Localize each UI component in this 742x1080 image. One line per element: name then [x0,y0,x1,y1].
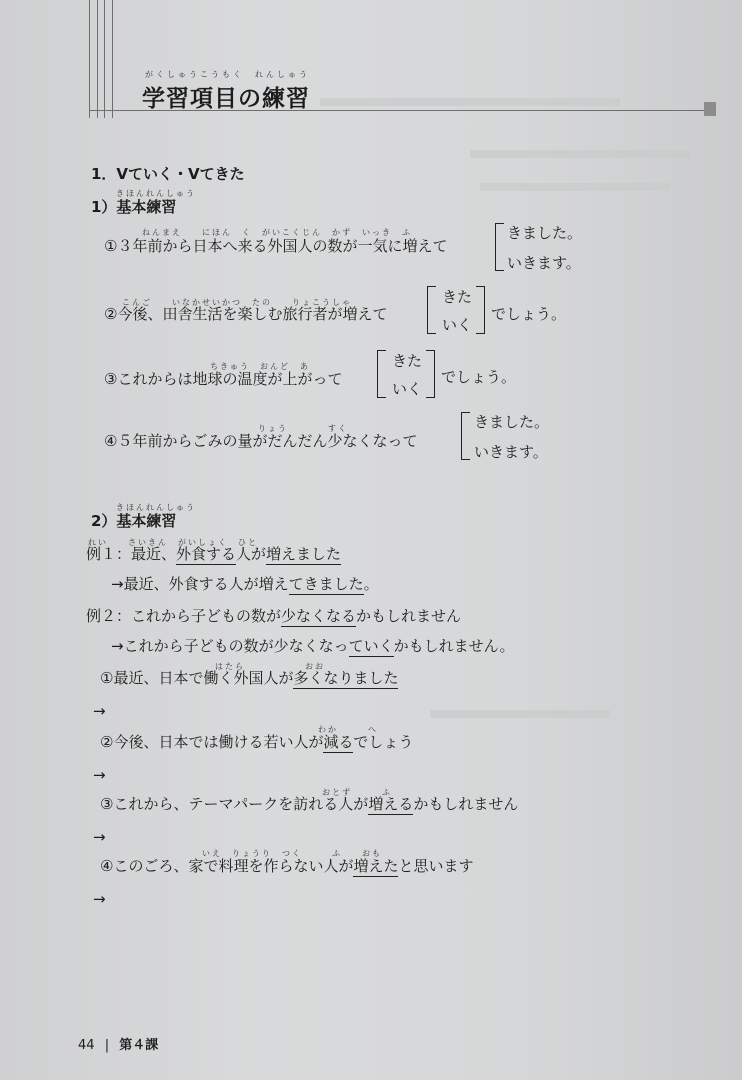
sub1-ruby: きほんれんしゅう [116,189,196,198]
option: きた [392,352,423,370]
answer-arrow: → [93,890,106,908]
header-rule [112,0,113,118]
lesson-label: 第４課 [119,1038,159,1053]
bracket [476,286,485,334]
example-1: 例１：最近、外食する人が増えました [86,545,342,563]
sub-heading-1: 1）基本練習 [91,198,177,216]
exercise-item: ②今後、田舎生活を楽しむ旅行者が増えて [104,305,388,323]
question-1: ①最近、日本で働く外国人が多くなりました [100,669,399,687]
page-title: 学習項目の練習 [142,86,310,112]
after-text: でしょう。 [441,368,517,386]
question-2: ②今後、日本では働ける若い人が減るでしょう [100,733,414,751]
sub2-ruby: きほんれんしゅう [116,503,196,512]
title-ruby: がくしゅうこうもく れんしゅう [145,70,310,79]
example-2-answer: →これから子どもの数が少なくなっていくかもしれません。 [111,637,515,655]
option: いく [392,380,423,398]
answer-arrow: → [93,766,106,784]
question-3: ③これから、テーマパークを訪れる人が増えるかもしれません [100,795,519,813]
bleed-through [480,183,670,191]
option: きました。 [507,224,583,242]
question-4: ④このごろ、家で料理を作らない人が増えたと思います [100,857,474,875]
item-ruby: こんご いなかせいかつ たの りょこうしゃ [122,298,352,307]
bracket [377,350,386,398]
section-heading: 1．Vていく・Vてきた [91,165,245,183]
option: いきます。 [474,443,548,461]
question-ruby: おとず ふ [322,788,392,797]
question-ruby: いえ りょうり つく ふ おも [202,849,382,858]
sub-heading-2: 2）基本練習 [91,512,177,530]
option: いく [442,316,473,334]
option: きました。 [474,413,550,431]
header-rule [89,0,90,118]
item-ruby: りょう すく [258,424,348,433]
question-ruby: はたら おお [215,662,325,671]
example-ruby: れい さいきん がいしょく ひと [88,538,258,547]
example-1-answer: →最近、外食する人が増えてきました。 [111,575,379,593]
example-2: 例２：これから子どもの数が少なくなるかもしれません [86,607,462,625]
item-ruby: ちきゅう おんど あ [210,362,310,371]
exercise-item: ①３年前から日本へ来る外国人の数が一気に増えて [104,237,448,255]
bracket [426,350,435,398]
option: きた [442,288,473,306]
bracket [461,412,470,460]
option: いきます。 [507,254,581,272]
bleed-through [470,150,690,158]
bracket [495,223,504,271]
footer-separator: | [104,1038,110,1053]
page-number: 44 [78,1038,95,1053]
exercise-item: ③これからは地球の温度が上がって [104,370,343,388]
question-ruby: わか へ [318,725,378,734]
exercise-item: ④５年前からごみの量がだんだん少なくなって [104,432,418,450]
header-rule [97,0,98,118]
bleed-through [320,98,620,106]
page-footer [78,1034,158,1053]
bracket [427,286,436,334]
bleed-through [430,710,610,718]
answer-arrow: → [93,828,106,846]
after-text: でしょう。 [491,305,567,323]
item-ruby: ねんまえ にほん く がいこくじん かず いっき ふ [142,228,412,237]
header-marker [704,102,716,116]
answer-arrow: → [93,702,106,720]
header-rule [104,0,105,118]
